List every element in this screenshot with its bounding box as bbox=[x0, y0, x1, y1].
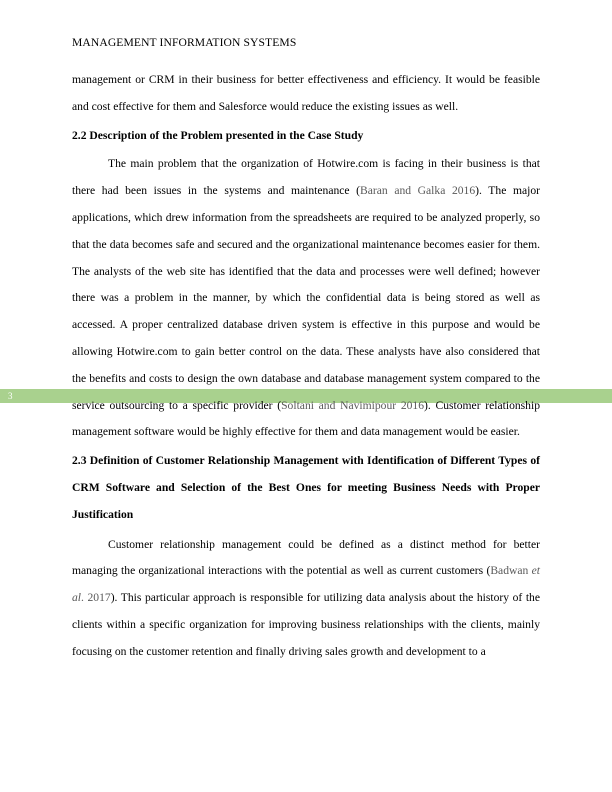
running-header: MANAGEMENT INFORMATION SYSTEMS bbox=[72, 36, 297, 49]
paragraph-problem-description bbox=[72, 151, 540, 446]
paragraph-crm-definition bbox=[72, 532, 540, 666]
section-heading-2-3: 2.3 Definition of Customer Relationship Management with Identification of Different Types of CRM Software and Selection of the Best Ones for meeting Business Needs with Proper Justification bbox=[72, 454, 540, 521]
paragraph-text: The main problem that the organization of Hotwire.com is facing in their business is that there had been issues in the systems and maintenance ( bbox=[72, 157, 540, 198]
paragraph-text: Customer relationship management could be defined as a distinct method for better managing the organizational interactions with the potential as well as current customers ( bbox=[72, 537, 540, 578]
citation-badwan-year: . 2017 bbox=[81, 591, 111, 605]
citation-badwan-etal: et al bbox=[72, 564, 541, 605]
document-body bbox=[72, 67, 540, 666]
paragraph-text: ). The major applications, which drew information from the spreadsheets are required to be analyzed properly, so that the data becomes safe and secured and the organizational maintenance becomes easier for them. The analysts of the web site has identified that the data and processes were well defined; however there was a problem in the manner, by which the confidential data is being stored as well as accessed. A proper centralized database driven system is effective in this purpose and would be allowing Hotwire.com to gain better control on the data. These analysts have also considered that the benefits and costs to design the own database and database management system compared to the service outsourcing to a specific provider ( bbox=[72, 184, 540, 412]
paragraph-continuation: management or CRM in their business for better effectiveness and efficiency. It would be feasible and cost effective for them and Salesforce would reduce the existing issues as well. bbox=[72, 73, 540, 113]
page-number: 3 bbox=[8, 391, 13, 401]
citation-badwan-author: Badwan bbox=[490, 564, 532, 578]
paragraph-text: ). Customer relationship management software would be highly effective for them and data management would be easier. bbox=[72, 398, 540, 439]
citation-soltani-navimipour: Soltani and Navimipour 2016 bbox=[281, 398, 425, 412]
paragraph-text: ). This particular approach is responsible for utilizing data analysis about the history of the clients within a specific organization for improving business relationships with the clients, mainly focusing on the customer retention and finally driving sales growth and development to a bbox=[72, 591, 541, 658]
citation-baran-galka: Baran and Galka 2016 bbox=[360, 184, 476, 198]
section-heading-2-2: 2.2 Description of the Problem presented in the Case Study bbox=[72, 128, 364, 142]
